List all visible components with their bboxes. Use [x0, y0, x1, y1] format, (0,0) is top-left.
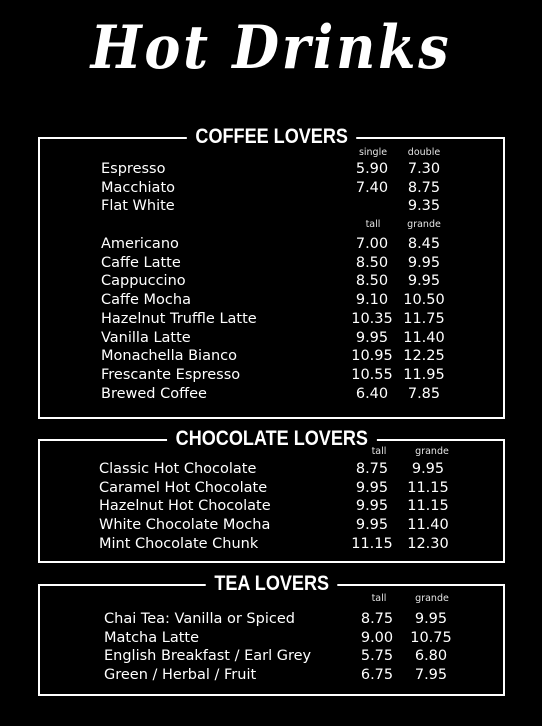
- price-large: 6.80: [414, 648, 448, 665]
- drink-name: Mint Chocolate Chunk: [99, 535, 259, 552]
- price-small: 10.35: [351, 310, 393, 327]
- drink-name: Caffe Latte: [101, 254, 181, 271]
- menu-item-row: [40, 647, 503, 666]
- price-large: 10.75: [410, 629, 452, 646]
- price-large: 9.95: [414, 611, 448, 627]
- drink-name: White Chocolate Mocha: [99, 517, 271, 534]
- menu-item-row: [40, 385, 503, 404]
- menu-item-row: [40, 479, 503, 498]
- tea-lovers-section: [38, 572, 505, 696]
- price-large: 11.15: [407, 479, 449, 496]
- size-label: grande: [407, 219, 441, 230]
- price-small: 5.90: [355, 161, 389, 177]
- price-large: 11.40: [407, 517, 449, 534]
- menu-item-row: [40, 497, 503, 516]
- menu-item-row: [40, 460, 503, 479]
- price-large: 8.45: [407, 236, 441, 252]
- size-label: tall: [365, 219, 381, 230]
- price-large: 11.40: [403, 329, 445, 346]
- size-label: grande: [415, 446, 449, 457]
- size-label: tall: [371, 593, 387, 604]
- price-small: 8.75: [355, 461, 389, 477]
- price-small: 7.00: [355, 236, 389, 252]
- drink-name: Brewed Coffee: [101, 385, 207, 402]
- price-small: 6.40: [355, 385, 389, 402]
- menu-item-row: [40, 197, 503, 216]
- drink-name: Hazelnut Truffle Latte: [101, 310, 257, 327]
- menu-item-row: [40, 235, 503, 254]
- price-small: 9.00: [360, 629, 394, 646]
- menu-item-row: [40, 179, 503, 198]
- price-small: 9.95: [355, 498, 389, 515]
- menu-item-row: [40, 366, 503, 385]
- drink-name: Americano: [101, 236, 179, 252]
- drink-name: Cappuccino: [101, 273, 186, 290]
- size-label: tall: [371, 446, 387, 457]
- drink-name: Monachella Bianco: [101, 348, 237, 365]
- price-small: 8.50: [355, 273, 389, 290]
- price-large: 9.95: [407, 254, 441, 271]
- drink-name: Matcha Latte: [104, 629, 199, 646]
- price-large: 12.25: [403, 348, 445, 365]
- menu-item-row: [40, 160, 503, 179]
- menu-item-row: [40, 310, 503, 329]
- price-small: 9.10: [355, 292, 389, 309]
- price-large: 10.50: [403, 292, 445, 309]
- size-label: double: [407, 147, 441, 158]
- drink-name: Espresso: [101, 161, 166, 177]
- drink-name: English Breakfast / Earl Grey: [104, 648, 312, 665]
- price-small: 10.55: [351, 366, 393, 383]
- price-large: 9.95: [411, 461, 445, 477]
- price-small: 11.15: [351, 535, 393, 552]
- price-large: 7.85: [407, 385, 441, 402]
- drink-name: Classic Hot Chocolate: [99, 461, 257, 477]
- price-small: 10.95: [351, 348, 393, 365]
- menu-item-row: [40, 254, 503, 273]
- section-heading: TEA LOVERS: [206, 572, 338, 596]
- section-heading: CHOCOLATE LOVERS: [167, 427, 377, 451]
- price-small: 9.95: [355, 329, 389, 346]
- menu-item-row: [40, 666, 503, 685]
- menu-item-row: [40, 329, 503, 348]
- menu-title: Hot Drinks: [90, 13, 452, 83]
- price-large: 7.95: [414, 667, 448, 684]
- drink-name: Flat White: [101, 198, 175, 215]
- price-small: 5.75: [360, 648, 394, 665]
- menu-item-row: [40, 516, 503, 535]
- price-small: 8.50: [355, 254, 389, 271]
- drink-name: Caffe Mocha: [101, 292, 191, 309]
- drink-name: Caramel Hot Chocolate: [99, 479, 268, 496]
- drink-name: Hazelnut Hot Chocolate: [99, 498, 271, 515]
- menu-item-row: [40, 535, 503, 554]
- price-small: 7.40: [355, 179, 389, 196]
- price-large: 9.95: [407, 273, 441, 290]
- price-small: 9.95: [355, 479, 389, 496]
- drink-name: Frescante Espresso: [101, 366, 241, 383]
- drink-name: Vanilla Latte: [101, 329, 191, 346]
- size-label: grande: [415, 593, 449, 604]
- drink-name: Macchiato: [101, 179, 176, 196]
- price-small: 6.75: [360, 667, 394, 684]
- menu-item-row: [40, 291, 503, 310]
- chocolate-lovers-section: [38, 427, 505, 563]
- price-large: 9.35: [407, 198, 441, 215]
- price-large: 11.15: [407, 498, 449, 515]
- price-large: 11.75: [403, 310, 445, 327]
- section-heading: COFFEE LOVERS: [187, 125, 357, 149]
- price-large: 11.95: [403, 366, 445, 383]
- price-large: 12.30: [407, 535, 449, 552]
- menu-item-row: [40, 610, 503, 629]
- price-small: 8.75: [360, 611, 394, 627]
- price-large: 7.30: [407, 161, 441, 177]
- price-large: 8.75: [407, 179, 441, 196]
- menu-item-row: [40, 272, 503, 291]
- size-label: single: [358, 147, 388, 158]
- menu-item-row: [40, 347, 503, 366]
- drink-name: Chai Tea: Vanilla or Spiced: [104, 611, 295, 627]
- coffee-lovers-section: [38, 125, 505, 419]
- drink-name: Green / Herbal / Fruit: [104, 667, 257, 684]
- price-small: 9.95: [355, 517, 389, 534]
- menu-item-row: [40, 629, 503, 648]
